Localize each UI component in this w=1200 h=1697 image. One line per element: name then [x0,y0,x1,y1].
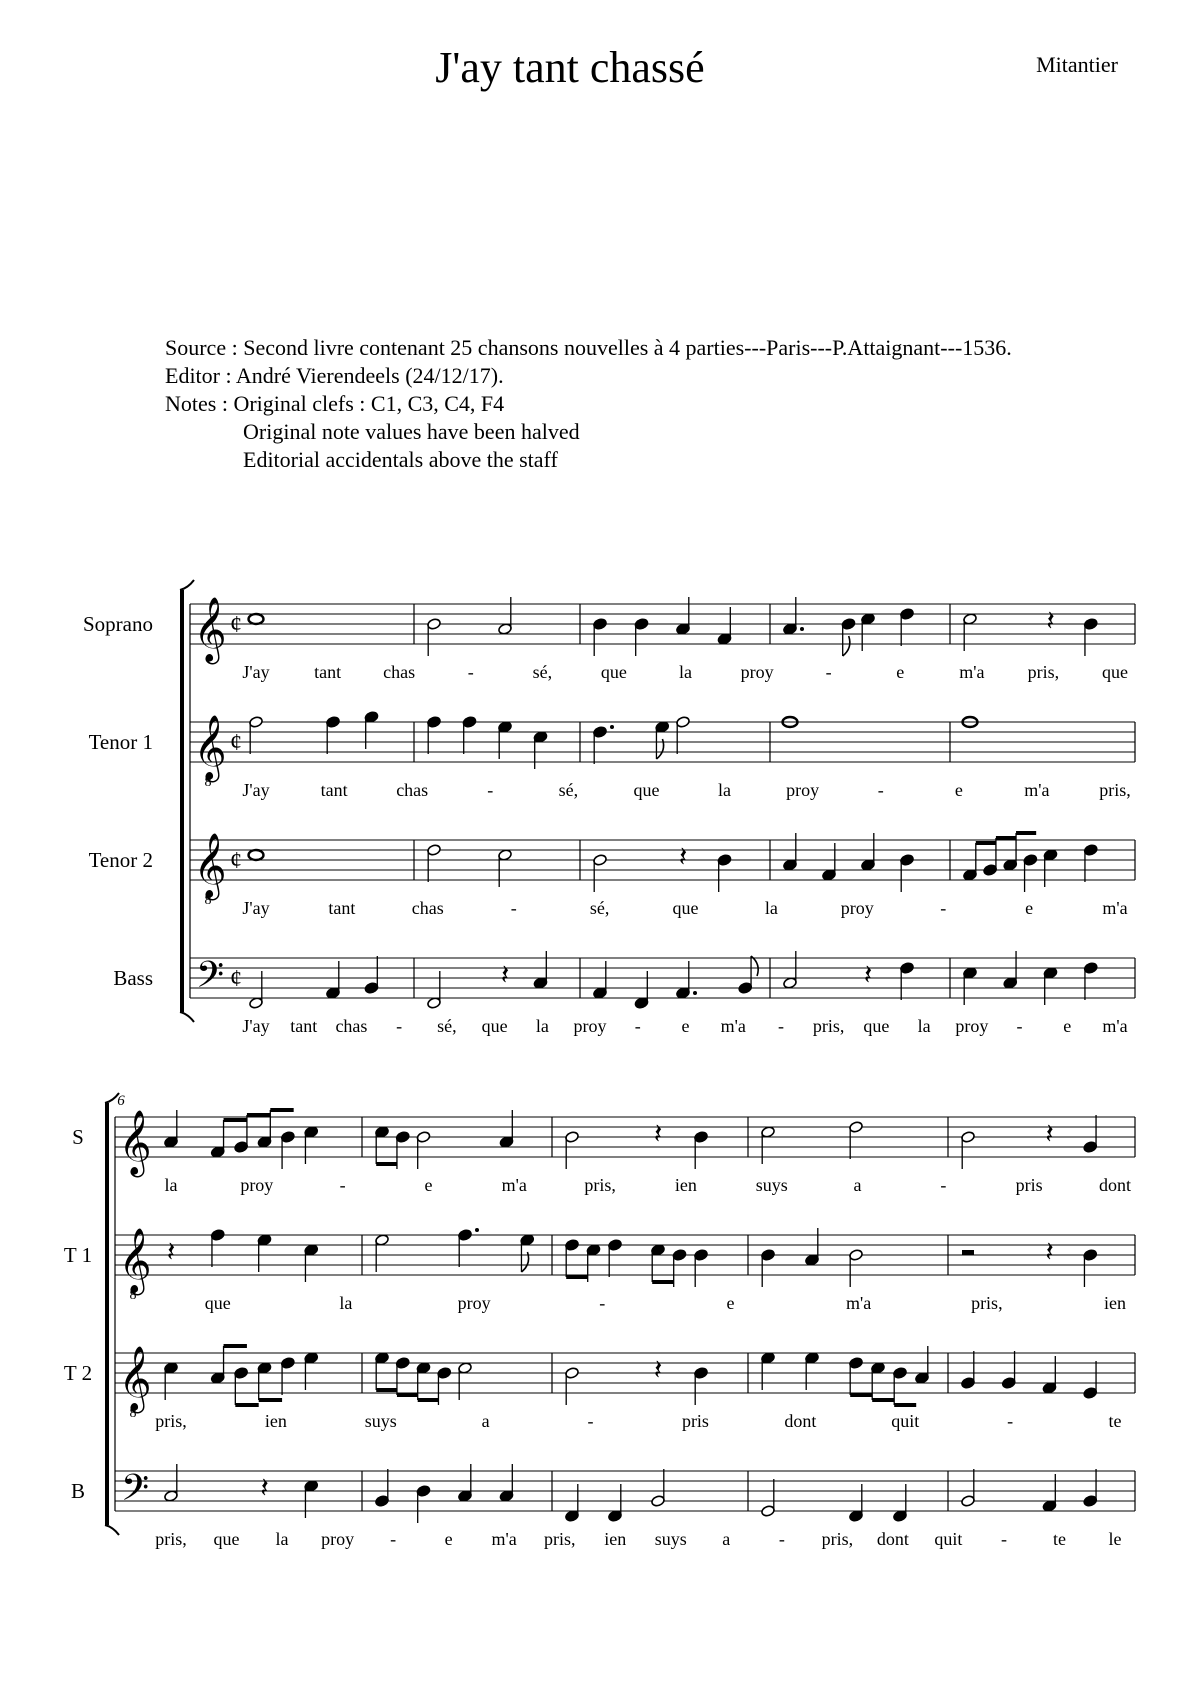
quarter-rest: 𝄽 [863,960,873,991]
quarter-note [634,618,649,631]
instrument-label: Tenor 2 [88,848,153,872]
lyric-syllable: proy [955,1016,989,1036]
lyric-syllable: - [877,780,884,800]
half-note [676,716,691,729]
quarter-note [304,1244,319,1257]
quarter-note [1083,1387,1098,1400]
quarter-note [257,1234,272,1247]
half-note [427,618,442,631]
bracket-hook [180,1012,194,1022]
lyric-syllable: - [777,1016,784,1036]
lyric-syllable: que [213,1529,240,1549]
lyric-syllable: - [599,1293,606,1313]
lyric-syllable: ien [1104,1293,1126,1313]
lyric-syllable: - [940,898,947,918]
quarter-note [694,1249,709,1262]
quarter-rest: 𝄽 [260,1473,269,1504]
note-flag [751,956,758,976]
lyric-syllable: la [275,1529,289,1549]
quarter-rest: 𝄽 [678,842,688,873]
augmentation-dot [693,991,697,995]
half-note [651,1495,666,1508]
lyric-syllable: la [917,1016,931,1036]
lyric-syllable: chas [335,1016,368,1036]
quarter-note [533,977,548,990]
lyric-syllable: pris, [1027,662,1060,682]
half-rest [962,1250,974,1255]
quarter-note [676,623,691,636]
half-note [961,1495,976,1508]
quarter-note [1043,849,1058,862]
quarter-note [861,859,876,872]
lyric-syllable: le [1108,1529,1122,1549]
treble-clef: 𝄞 [118,1348,152,1410]
lyric-syllable: dont [1098,1175,1132,1195]
eighth-note [963,869,978,882]
lyric-syllable: tant [314,662,342,682]
lyric-syllable: dont [876,1529,909,1549]
quarter-note [458,1229,473,1242]
lyric-syllable: J'ay [242,662,270,682]
lyric-syllable: m'a [1102,1016,1128,1036]
measure-number: 6 [117,1093,125,1109]
lyric-syllable: - [940,1175,947,1195]
augmentation-dot [475,1228,479,1232]
octave-8-mark: 8 [129,1288,137,1303]
lyric-syllable: que [1102,662,1128,682]
lyric-syllable: e [1063,1016,1072,1036]
instrument-label: Bass [113,966,153,990]
lyric-syllable: proy [457,1293,491,1313]
lyric-syllable: J'ay [242,898,270,918]
lyric-syllable: suys [654,1529,687,1549]
quarter-note [326,987,341,1000]
lyric-syllable: m'a [846,1293,872,1313]
lyric-syllable: - [778,1529,785,1549]
quarter-note [1083,844,1098,857]
lyric-syllable: e [444,1529,453,1549]
note-values-line: Original note values have been halved [243,419,580,444]
accidentals-line: Editorial accidentals above the staff [243,447,558,472]
half-note [593,854,608,867]
eighth-note [586,1244,601,1257]
time-signature: ¢ [230,612,242,638]
eighth-note [651,1244,666,1257]
lyric-syllable: - [339,1175,346,1195]
quarter-note [717,633,732,646]
lyric-syllable: a [722,1529,731,1549]
lyric-syllable: pris, [155,1529,187,1549]
bass-clef: 𝄢 [195,955,225,1004]
page-title: J'ay tant chassé [435,43,705,92]
lyric-syllable: chas [411,898,444,918]
lyric-syllable: la [679,662,692,682]
half-note [963,613,978,626]
eighth-note [257,1362,272,1375]
lyric-syllable: J'ay [242,1016,270,1036]
quarter-note [961,1377,976,1390]
half-note [761,1126,776,1139]
lyric-syllable: - [467,662,474,682]
quarter-note [326,716,341,729]
lyric-syllable: J'ay [242,780,270,800]
eighth-note [983,864,998,877]
eighth-note [738,982,753,995]
eighth-note [257,1136,272,1149]
lyric-syllable: e [1025,898,1034,918]
lyric-syllable: m'a [1024,780,1050,800]
lyric-syllable: pris, [812,1016,845,1036]
clefs-line: Notes : Original clefs : C1, C3, C4, F4 [165,391,505,416]
instrument-label: S [72,1125,84,1149]
half-note [427,844,442,857]
lyric-syllable: tant [328,898,356,918]
half-note [783,977,798,990]
quarter-note [900,608,915,621]
lyric-syllable: e [726,1293,735,1313]
quarter-note [694,1367,709,1380]
eighth-note [234,1141,249,1154]
quarter-note [458,1490,473,1503]
lyric-syllable: pris, [821,1529,854,1549]
lyric-syllable: m'a [501,1175,527,1195]
eighth-note [915,1372,930,1385]
treble-clef: 𝄞 [193,599,227,661]
quarter-rest: 𝄽 [653,1355,663,1386]
treble-clef: 𝄞 [193,717,227,779]
quarter-note [565,1510,580,1523]
quarter-note [1043,967,1058,980]
half-note [565,1131,580,1144]
lyric-syllable: ien [604,1529,627,1549]
eighth-note [893,1367,908,1380]
half-note [249,997,264,1010]
quarter-note [593,618,608,631]
quarter-note [593,987,608,1000]
quarter-note [164,1136,179,1149]
lyric-syllable: la [718,780,732,800]
quarter-note [164,1362,179,1375]
half-note [498,623,513,636]
eighth-note [672,1249,687,1262]
lyric-syllable: pris, [543,1529,576,1549]
eighth-note [234,1367,249,1380]
note-flag [843,636,850,656]
quarter-note [364,982,379,995]
quarter-rest: 𝄽 [1046,606,1055,637]
quarter-note [1083,1141,1098,1154]
eighth-note [281,1131,296,1144]
quarter-note [822,869,837,882]
bracket-hook [180,580,194,590]
quarter-note [210,1229,225,1242]
lyric-syllable: suys [364,1411,397,1431]
half-note [961,1131,976,1144]
eighth-note [416,1362,431,1375]
quarter-note [593,726,608,739]
eighth-note [375,1126,390,1139]
quarter-note [499,1136,514,1149]
treble-clef: 𝄞 [193,835,227,897]
quarter-note [427,716,442,729]
lyric-syllable: la [764,898,778,918]
lyric-syllable: - [1007,1411,1014,1431]
half-note [761,1505,776,1518]
staff-soprano [190,604,1135,644]
treble-clef: 𝄞 [118,1112,152,1174]
octave-8-mark: 8 [204,775,212,790]
quarter-note [783,859,798,872]
lyric-syllable: - [1000,1529,1007,1549]
lyric-syllable: que [863,1016,890,1036]
lyric-syllable: pris, [1099,780,1131,800]
quarter-note [304,1126,319,1139]
lyric-syllable: e [681,1016,690,1036]
lyric-syllable: pris, [584,1175,616,1195]
quarter-note [498,721,513,734]
quarter-rest: 𝄽 [653,1119,663,1150]
lyric-syllable: - [487,780,494,800]
eighth-note [375,1352,390,1365]
half-note [375,1234,390,1247]
eighth-note [210,1372,225,1385]
lyric-syllable: pris, [971,1293,1003,1313]
quarter-note [1001,1377,1016,1390]
lyric-syllable: que [600,662,627,682]
quarter-note [1083,1249,1098,1262]
quarter-note [375,1495,390,1508]
quarter-note [499,1490,514,1503]
lyric-syllable: chas [383,662,416,682]
eighth-note [841,618,856,631]
half-note [458,1362,473,1375]
quarter-rest: 𝄽 [1045,1119,1054,1150]
lyric-syllable: sé, [437,1016,457,1036]
quarter-note [861,613,876,626]
quarter-note [849,1510,864,1523]
half-note [565,1367,580,1380]
composer-name: Mitantier [1036,52,1118,77]
lyric-syllable: m'a [491,1529,517,1549]
quarter-note [963,967,978,980]
quarter-note [462,716,477,729]
lyric-syllable: tant [320,780,348,800]
quarter-note [304,1352,319,1365]
quarter-note [676,987,691,1000]
time-signature: ¢ [230,848,242,874]
eighth-note [210,1146,225,1159]
lyric-syllable: ien [674,1175,697,1195]
lyric-syllable: ien [264,1411,287,1431]
octave-8-mark: 8 [204,893,212,908]
lyric-syllable: e [954,780,963,800]
eighth-note [1003,859,1018,872]
lyric-syllable: - [825,662,832,682]
lyric-syllable: la [535,1016,549,1036]
whole-note [249,850,264,860]
lyric-syllable: proy [240,1175,274,1195]
eighth-note [655,721,670,734]
eighth-note [395,1131,410,1144]
lyric-syllable: te [1052,1529,1066,1549]
quarter-note [805,1352,820,1365]
half-note [416,1131,431,1144]
half-note [498,849,513,862]
lyric-syllable: que [204,1293,231,1313]
augmentation-dot [610,725,614,729]
lyric-syllable: - [1016,1016,1023,1036]
lyric-syllable: quit [891,1411,920,1431]
treble-clef: 𝄞 [118,1230,152,1292]
lyric-syllable: - [510,898,517,918]
quarter-note [416,1485,431,1498]
lyric-syllable: pris [1015,1175,1043,1195]
half-note [427,997,442,1010]
instrument-label: T 2 [63,1361,93,1385]
quarter-note [304,1480,319,1493]
quarter-note [1083,962,1098,975]
source-line: Source : Second livre contenant 25 chansons nouvelles à 4 parties---Paris---P.Attaignant---1536. [165,335,1012,360]
quarter-note [364,711,379,724]
staff-t-2 [115,1353,1135,1393]
lyric-syllable: proy [740,662,774,682]
lyric-syllable: la [339,1293,353,1313]
bracket-hook [105,1525,119,1535]
half-note [164,1490,179,1503]
lyric-syllable: dont [784,1411,817,1431]
lyric-syllable: quit [934,1529,963,1549]
lyric-syllable: a [853,1175,862,1195]
lyric-syllable: - [390,1529,397,1549]
lyric-syllable: que [633,780,660,800]
quarter-note [608,1239,623,1252]
eighth-note [395,1357,410,1370]
augmentation-dot [800,627,804,631]
lyric-syllable: - [634,1016,641,1036]
quarter-note [1083,618,1098,631]
lyric-syllable: la [164,1175,178,1195]
half-note [849,1121,864,1134]
eighth-note [437,1367,452,1380]
lyric-syllable: proy [840,898,874,918]
lyric-syllable: suys [755,1175,788,1195]
lyric-syllable: - [396,1016,403,1036]
lyric-syllable: pris [681,1411,709,1431]
half-note [249,716,264,729]
lyric-syllable: m'a [959,662,985,682]
lyric-syllable: e [896,662,905,682]
quarter-note [1042,1500,1057,1513]
quarter-note [634,997,649,1010]
lyric-syllable: - [587,1411,594,1431]
time-signature: ¢ [230,966,242,992]
quarter-note [1083,1495,1098,1508]
lyric-syllable: sé, [532,662,553,682]
quarter-note [608,1510,623,1523]
lyric-syllable: proy [573,1016,607,1036]
whole-note [249,614,264,624]
quarter-note [805,1254,820,1267]
lyric-syllable: tant [290,1016,318,1036]
quarter-note [694,1131,709,1144]
quarter-rest: 𝄽 [1045,1237,1054,1268]
half-note [849,1249,864,1262]
lyric-syllable: e [424,1175,433,1195]
quarter-note [783,623,798,636]
quarter-note [761,1249,776,1262]
quarter-note [761,1352,776,1365]
quarter-note [717,854,732,867]
eighth-note [1023,854,1038,867]
eighth-note [520,1234,535,1247]
quarter-note [900,962,915,975]
eighth-note [565,1239,580,1252]
instrument-label: Tenor 1 [88,730,153,754]
eighth-note [871,1362,886,1375]
quarter-rest: 𝄽 [500,960,510,991]
quarter-note [1042,1382,1057,1395]
lyric-syllable: sé, [558,780,579,800]
instrument-label: B [70,1479,86,1503]
quarter-note [1003,977,1018,990]
lyric-syllable: pris, [155,1411,187,1431]
lyric-syllable: que [672,898,699,918]
editor-line: Editor : André Vierendeels (24/12/17). [165,363,504,388]
time-signature: ¢ [230,730,242,756]
eighth-note [281,1357,296,1370]
lyric-syllable: te [1108,1411,1122,1431]
instrument-label: T 1 [63,1243,93,1267]
lyric-syllable: chas [396,780,429,800]
lyric-syllable: proy [321,1529,355,1549]
bass-clef: 𝄢 [120,1468,150,1517]
lyric-syllable: m'a [720,1016,746,1036]
lyric-syllable: que [481,1016,508,1036]
octave-8-mark: 8 [129,1406,137,1421]
lyric-syllable: m'a [1102,898,1128,918]
quarter-note [533,731,548,744]
eighth-note [849,1357,864,1370]
instrument-label: Soprano [83,612,153,636]
lyric-syllable: proy [786,780,820,800]
quarter-rest: 𝄽 [166,1237,176,1268]
lyric-syllable: a [481,1411,490,1431]
lyric-syllable: sé, [589,898,610,918]
quarter-note [893,1510,908,1523]
quarter-note [900,854,915,867]
